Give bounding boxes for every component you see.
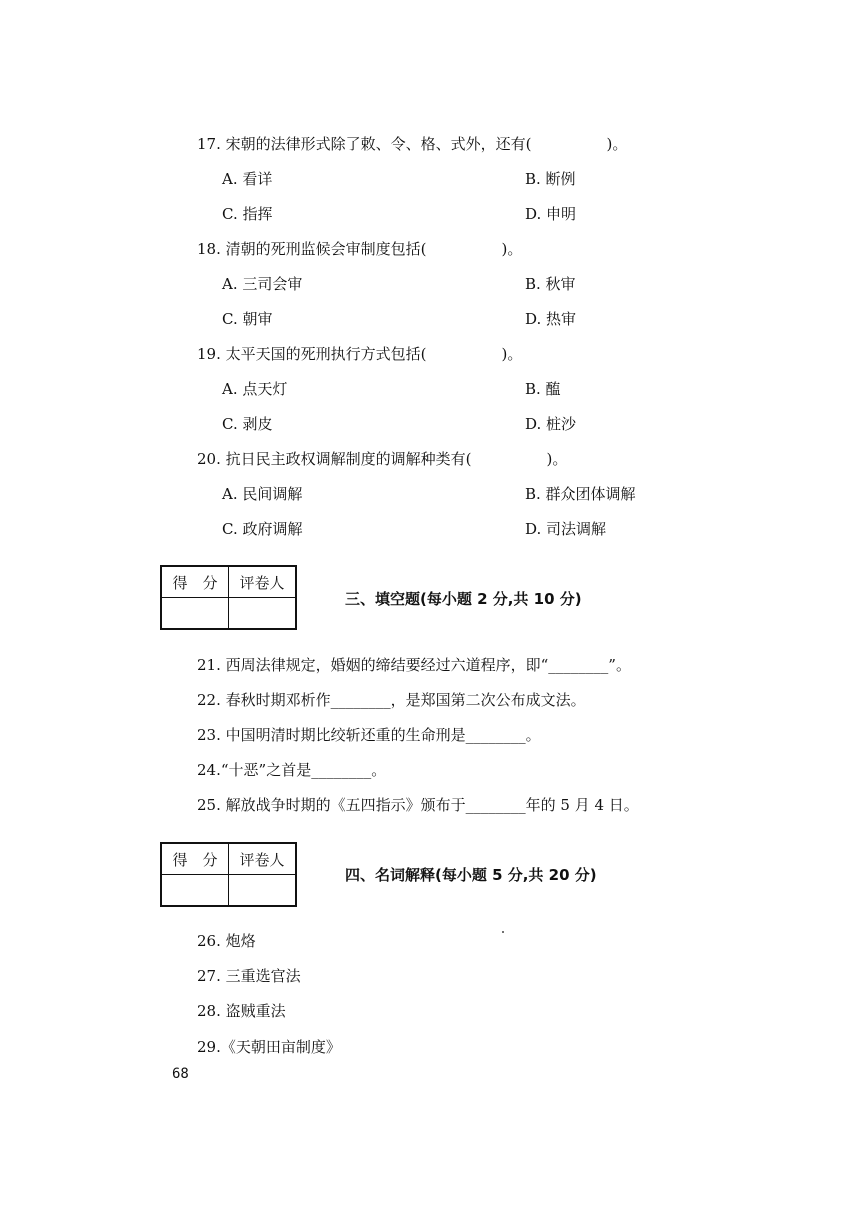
option-d: D. 申明 — [525, 205, 577, 223]
speck-mark — [502, 931, 504, 933]
term-item-27: 27. 三重选官法 — [197, 967, 301, 985]
option-b: B. 群众团体调解 — [525, 485, 636, 503]
option-b: B. 醢 — [525, 380, 561, 398]
option-d: D. 桩沙 — [525, 415, 577, 433]
fill-item-25: 25. 解放战争时期的《五四指示》颁布于________年的 5 月 4 日。 — [197, 796, 639, 814]
grader-header: 评卷人 — [229, 843, 297, 875]
option-a: A. 点天灯 — [222, 380, 288, 398]
question-stem: 17. 宋朝的法律形式除了敕、令、格、式外，还有( )。 — [197, 135, 628, 153]
grader-cell[interactable] — [229, 598, 297, 630]
fill-item-22: 22. 春秋时期邓析作________，是郑国第二次公布成文法。 — [197, 691, 586, 709]
option-c: C. 剥皮 — [222, 415, 273, 433]
option-d: D. 司法调解 — [525, 520, 607, 538]
option-a: A. 三司会审 — [222, 275, 303, 293]
term-item-26: 26. 炮烙 — [197, 932, 256, 950]
score-table — [160, 842, 297, 907]
question-stem: 18. 清朝的死刑监候会审制度包括( )。 — [197, 240, 523, 258]
question-stem: 20. 抗日民主政权调解制度的调解种类有( )。 — [197, 450, 568, 468]
section-title: 三、填空题(每小题 2 分,共 10 分) — [345, 590, 582, 608]
score-cell[interactable] — [161, 598, 229, 630]
page-number: 68 — [172, 1066, 189, 1082]
score-table — [160, 565, 297, 630]
option-d: D. 热审 — [525, 310, 577, 328]
question-stem: 19. 太平天国的死刑执行方式包括( )。 — [197, 345, 523, 363]
score-cell[interactable] — [161, 875, 229, 907]
option-c: C. 朝审 — [222, 310, 273, 328]
option-c: C. 指挥 — [222, 205, 273, 223]
fill-item-21: 21. 西周法律规定，婚姻的缔结要经过六道程序，即“________”。 — [197, 656, 631, 674]
score-header: 得 分 — [161, 843, 229, 875]
fill-item-24: 24.“十恶”之首是________。 — [197, 761, 387, 779]
score-header: 得 分 — [161, 566, 229, 598]
option-c: C. 政府调解 — [222, 520, 303, 538]
option-a: A. 看详 — [222, 170, 273, 188]
section-title: 四、名词解释(每小题 5 分,共 20 分) — [345, 866, 597, 884]
option-b: B. 断例 — [525, 170, 576, 188]
option-b: B. 秋审 — [525, 275, 576, 293]
grader-cell[interactable] — [229, 875, 297, 907]
grader-header: 评卷人 — [229, 566, 297, 598]
fill-item-23: 23. 中国明清时期比绞斩还重的生命刑是________。 — [197, 726, 541, 744]
term-item-28: 28. 盗贼重法 — [197, 1002, 286, 1020]
term-item-29: 29.《天朝田亩制度》 — [197, 1038, 341, 1056]
option-a: A. 民间调解 — [222, 485, 303, 503]
